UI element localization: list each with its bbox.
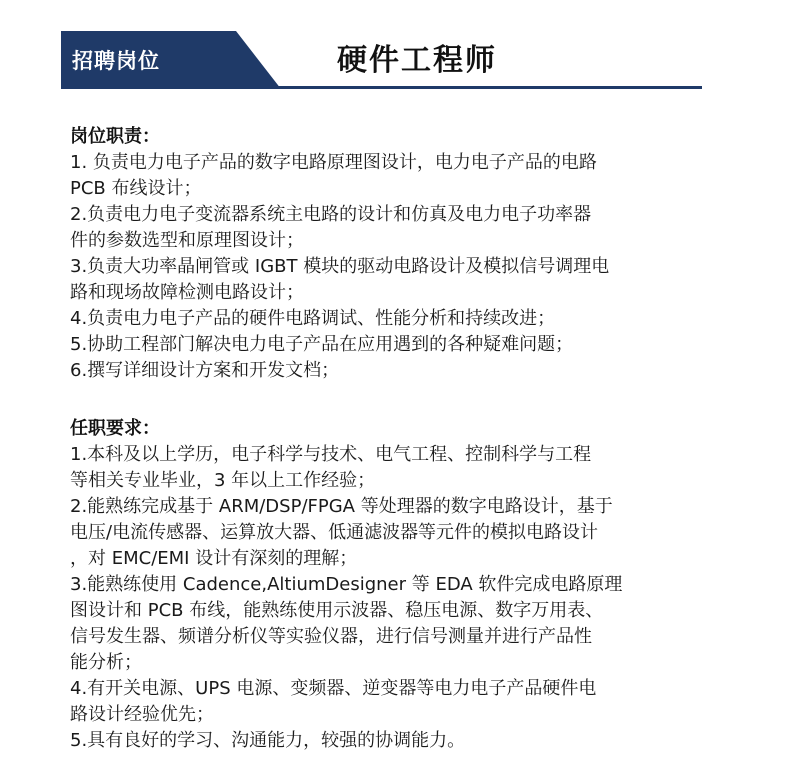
duties-section [70,124,750,384]
duty-line: 5.协助工程部门解决电力电子产品在应用遇到的各种疑难问题； [70,334,574,355]
requirements-section [70,416,750,754]
requirement-line: 电压/电流传感器、运算放大器、低通滤波器等元件的模拟电路设计 [70,522,599,543]
recruit-position-tag: 招聘岗位 [72,49,160,73]
requirements-heading: 任职要求： [70,418,160,439]
duty-line: 件的参数选型和原理图设计； [70,230,304,251]
duty-line: 4.负责电力电子产品的硬件电路调试、性能分析和持续改进； [70,308,556,329]
requirement-line: 1.本科及以上学历，电子科学与技术、电气工程、控制科学与工程 [70,444,592,465]
duty-line: 2.负责电力电子变流器系统主电路的设计和仿真及电力电子功率器 [70,204,592,225]
duty-line: 6.撰写详细设计方案和开发文档； [70,360,340,381]
requirement-line: 5.具有良好的学习、沟通能力，较强的协调能力。 [70,730,466,751]
requirement-line: 图设计和 PCB 布线，能熟练使用示波器、稳压电源、数字万用表、 [70,600,604,621]
duty-line: PCB 布线设计； [70,178,202,199]
duties-heading: 岗位职责： [70,126,160,147]
requirement-line: 4.有开关电源、UPS 电源、变频器、逆变器等电力电子产品硬件电 [70,678,597,699]
requirement-line: 能分析； [70,652,142,673]
requirement-line: ，对 EMC/EMI 设计有深刻的理解； [70,548,358,569]
job-header [61,31,702,89]
job-title: 硬件工程师 [337,43,497,78]
requirement-line: 信号发生器、频谱分析仪等实验仪器，进行信号测量并进行产品性 [70,626,592,647]
requirement-line: 路设计经验优先； [70,704,214,725]
requirement-line: 3.能熟练使用 Cadence,AltiumDesigner 等 EDA 软件完成电路原理 [70,574,623,595]
requirement-line: 等相关专业毕业，3 年以上工作经验； [70,470,376,491]
requirement-line: 2.能熟练完成基于 ARM/DSP/FPGA 等处理器的数字电路设计，基于 [70,496,613,517]
duty-line: 路和现场故障检测电路设计； [70,282,304,303]
duty-line: 3.负责大功率晶闸管或 IGBT 模块的驱动电路设计及模拟信号调理电 [70,256,610,277]
duty-line: 1. 负责电力电子产品的数字电路原理图设计，电力电子产品的电路 [70,152,597,173]
header-underline [61,86,702,89]
